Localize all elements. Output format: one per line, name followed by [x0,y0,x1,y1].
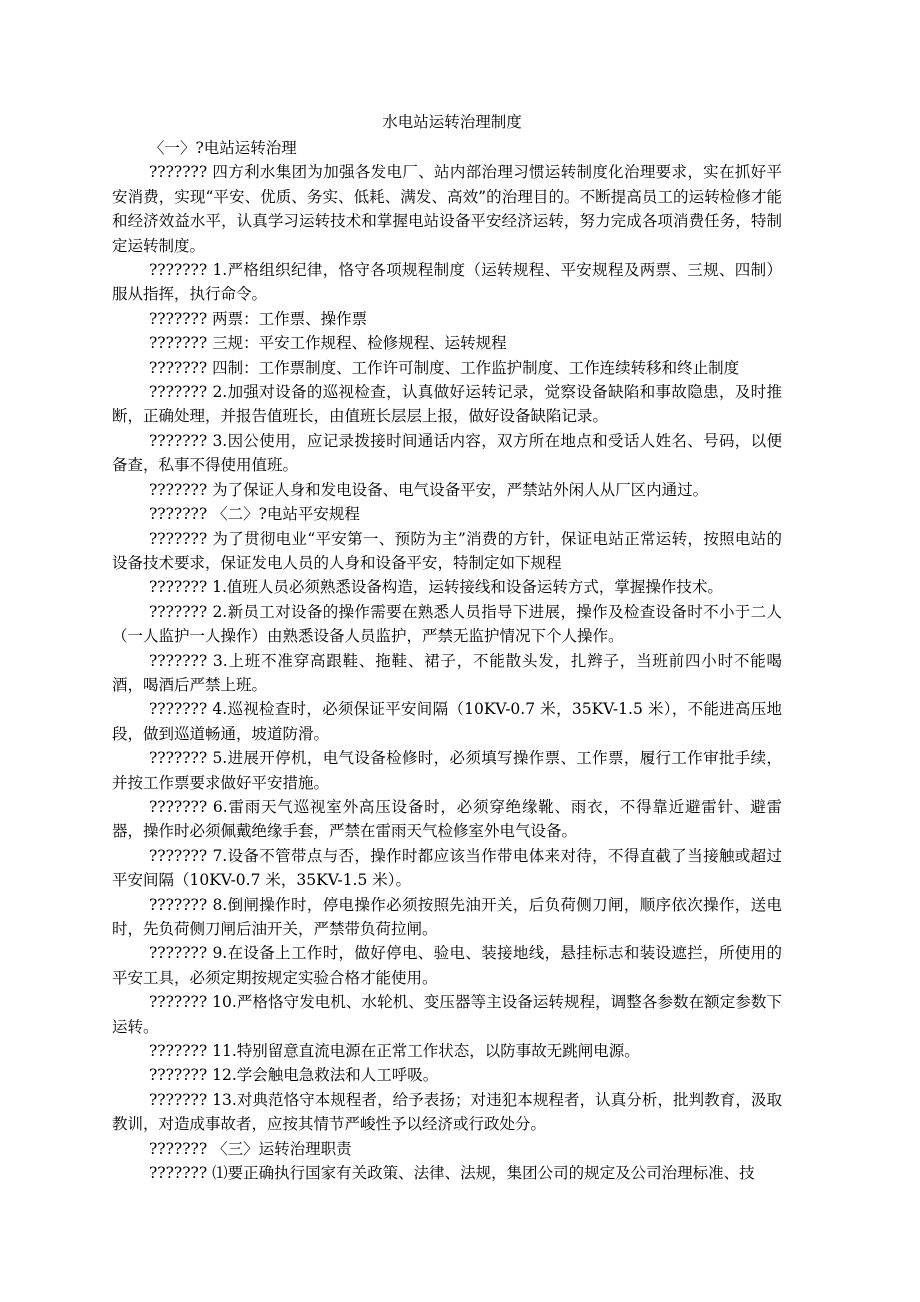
body-paragraph: ??????? 1.严格组织纪律，恪守各项规程制度（运转规程、平安规程及两票、三规、四制）服从指挥，执行命令。 [112,261,782,304]
document-page [112,110,782,1185]
body-paragraph: ??????? 6.雷雨天气巡视室外高压设备时，必须穿绝缘靴、雨衣，不得靠近避雷针、避雷器，操作时必须佩戴绝缘手套，严禁在雷雨天气检修室外电气设备。 [112,797,782,841]
body-paragraph: ??????? 〈三〉运转治理职责 [149,1139,352,1158]
body-paragraph: ??????? 两票：工作票、操作票 [149,309,368,328]
body-paragraph: ??????? 12.学会触电急救法和人工呼吸。 [149,1066,439,1085]
body-paragraph: ??????? 〈二〉?电站平安规程 [149,505,360,524]
body-paragraph: ??????? 2.加强对设备的巡视检查，认真做好运转记录，觉察设备缺陷和事故隐患，及时推断，正确处理，并报告值班长，由值班长层层上报，做好设备缺陷记录。 [112,383,782,426]
body-paragraph: ??????? 11.特别留意直流电源在正常工作状态，以防事故无跳闸电源。 [149,1042,640,1061]
body-paragraph: ??????? 为了保证人身和发电设备、电气设备平安，严禁站外闲人从厂区内通过。 [149,480,709,499]
body-paragraph: ??????? 3.上班不准穿高跟鞋、拖鞋、裙子，不能散头发，扎辫子，当班前四小时不能喝酒，喝酒后严禁上班。 [112,651,782,694]
body-paragraph: ??????? ⑴要正确执行国家有关政策、法律、法规，集团公司的规定及公司治理标准、技 [149,1164,755,1183]
body-paragraph: ??????? 10.严格恪守发电机、水轮机、变压器等主设备运转规程，调整各参数在额定参数下运转。 [112,993,782,1036]
body-paragraph: ??????? 8.倒闸操作时，停电操作必须按照先油开关，后负荷侧刀闸，顺序依次操作，送电时，先负荷侧刀闸后油开关，严禁带负荷拉闸。 [112,895,782,938]
body-paragraph: ??????? 9.在设备上工作时，做好停电、验电、装接地线，悬挂标志和装设遮拦，所使用的平安工具，必须定期按规定实验合格才能使用。 [112,944,782,987]
body-paragraph: ??????? 7.设备不管带点与否，操作时都应该当作带电体来对待，不得直截了当接触或超过平安间隔（10KV-0.7 米，35KV-1.5 米）。 [112,846,782,890]
document-title: 水电站运转治理制度 [382,113,522,131]
body-paragraph: ??????? 13.对典范恪守本规程者，给予表扬；对违犯本规程者，认真分析，批判教育，汲取教训，对造成事故者，应按其情节严峻性予以经济或行政处分。 [112,1090,782,1134]
body-paragraph: ??????? 四制：工作票制度、工作许可制度、工作监护制度、工作连续转移和终止制度 [149,358,740,377]
body-paragraph: ??????? 四方利水集团为加强各发电厂、站内部治理习惯运转制度化治理要求，实在抓好平安消费，实现“平安、优质、务实、低耗、满发、高效”的治理目的。不断提高员工的运转检修才能和经济效益水平，认真学习运转技术和掌握电站设备平安经济运转，努力完成各项消费任务，特制定运转制度。 [112,163,782,255]
body-paragraph: 〈一〉?电站运转治理 [149,139,297,157]
body-paragraph: ??????? 4.巡视检查时，必须保证平安间隔（10KV-0.7 米，35KV-1.5 米），不能进高压地段，做到巡道畅通，坡道防滑。 [112,700,782,743]
body-paragraph: ??????? 1.值班人员必须熟悉设备构造，运转接线和设备运转方式，掌握操作技术。 [149,578,723,597]
body-paragraph: ??????? 3.因公使用，应记录拨接时间通话内容，双方所在地点和受话人姓名、号码，以便备查，私事不得使用值班。 [112,431,782,475]
document-body [112,136,782,1185]
body-paragraph: ??????? 为了贯彻电业“平安第一、预防为主”消费的方针，保证电站正常运转，按照电站的设备技术要求，保证发电人员的人身和设备平安，特制定如下规程 [112,529,782,572]
body-paragraph: ??????? 三规：平安工作规程、检修规程、运转规程 [149,334,507,353]
body-paragraph: ??????? 5.进展开停机，电气设备检修时，必须填写操作票、工作票，履行工作审批手续，并按工作票要求做好平安措施。 [112,749,782,792]
body-paragraph: ??????? 2.新员工对设备的操作需要在熟悉人员指导下进展，操作及检查设备时不小于二人（一人监护一人操作）由熟悉设备人员监护，严禁无监护情况下个人操作。 [112,602,782,646]
